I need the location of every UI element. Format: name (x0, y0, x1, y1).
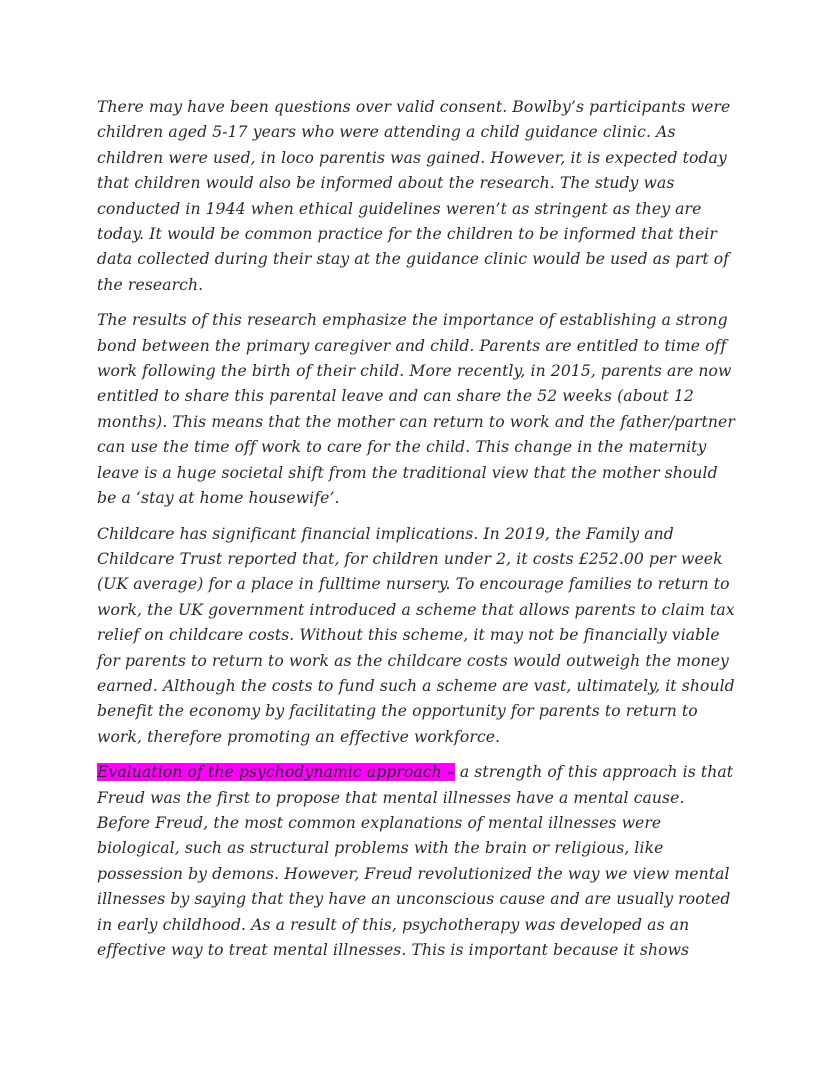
paragraph-childcare-costs: Childcare has significant financial implications. In 2019, the Family and Childcare Trust reported that, for children under 2, it costs £252.00 per week (UK average) for a place in fulltime nursery. To encourage families to return to work, the UK government introduced a scheme that allows parents to claim tax relief on childcare costs. Without this scheme, it may not be financially viable for parents to return to work as the childcare costs would outweigh the money earned. Although the costs to fund such a scheme are vast, ultimately, it should benefit the economy by facilitating the opportunity for parents to return to work, therefore promoting an effective workforce. (97, 524, 735, 746)
highlighted-heading: Evaluation of the psychodynamic approach – (97, 763, 455, 782)
document-body (97, 95, 737, 973)
paragraph-psychodynamic-evaluation (97, 760, 737, 963)
paragraph-parental-leave: The results of this research emphasize the importance of establishing a strong bond between the primary caregiver and child. Parents are entitled to time off work following the birth of their child. More recently, in 2015, parents are now entitled to share this parental leave and can share the 52 weeks (about 12 months). This means that the mother can return to work and the father/partner can use the time off work to care for the child. This change in the maternity leave is a huge societal shift from the traditional view that the mother should be a ‘stay at home housewife’. (97, 311, 735, 508)
paragraph-consent: There may have been questions over valid consent. Bowlby’s participants were children aged 5-17 years who were attending a child guidance clinic. As children were used, in loco parentis was gained. However, it is expected today that children would also be informed about the research. The study was conducted in 1944 when ethical guidelines weren’t as stringent as they are today. It would be common practice for the children to be informed that their data collected during their stay at the guidance clinic would be used as part of the research. (97, 98, 731, 294)
paragraph-text: a strength of this approach is that Freud was the first to propose that mental illnesses have a mental cause. Before Freud, the most common explanations of mental illnesses were biological, such as structural problems with the brain or religious, like possession by demons. However, Freud revolutionized the way we view mental illnesses by saying that they have an unconscious cause and are usually rooted in early childhood. As a result of this, psychotherapy was developed as an effective way to treat mental illnesses. This is important because it shows (97, 763, 734, 959)
